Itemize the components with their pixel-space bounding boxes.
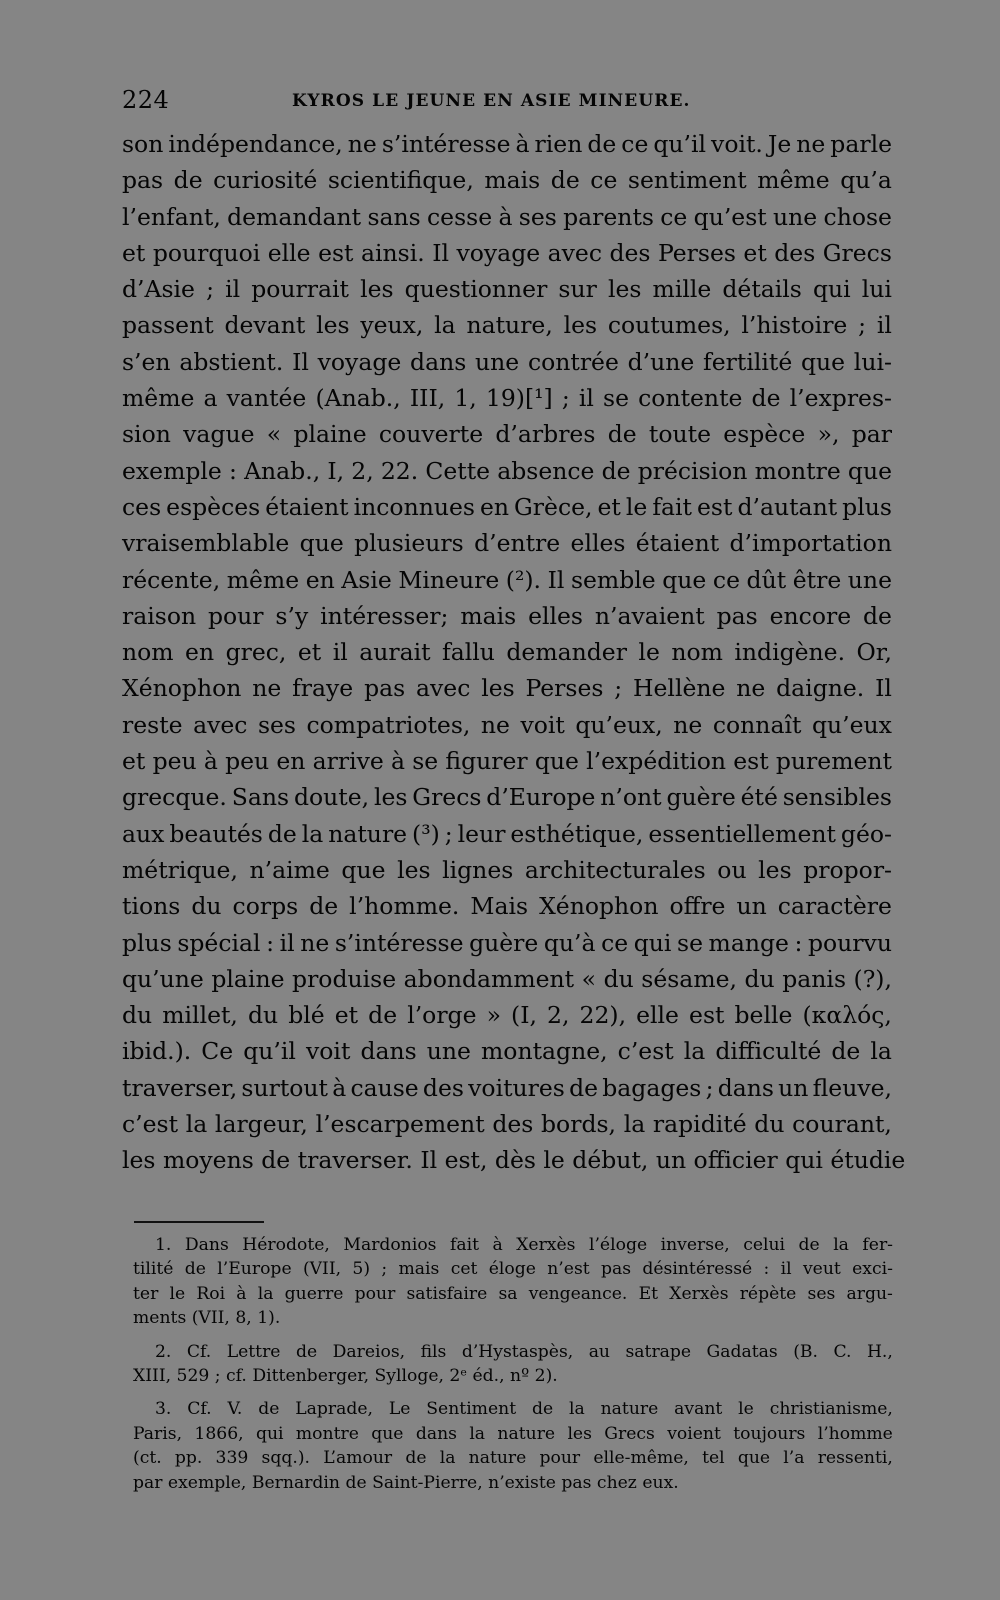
body-line: traverser, surtout à cause des voitures de bagages ; dans un fleuve, xyxy=(122,1073,892,1102)
footnote-line: 3. Cf. V. de Laprade, Le Sentiment de la nature avant le christianisme, xyxy=(155,1399,893,1420)
footnote-line: 1. Dans Hérodote, Mardonios fait à Xerxès l’éloge inverse, celui de la fer- xyxy=(155,1235,893,1255)
page-number: 224 xyxy=(122,86,170,114)
page-header xyxy=(122,86,882,120)
body-line: grecque. Sans doute, les Grecs d’Europe n’ont guère été sensibles xyxy=(122,783,892,812)
body-line: et peu à peu en arrive à se figurer que l’expédition est purement xyxy=(122,747,892,776)
body-line: exemple : Anab., I, 2, 22. Cette absence de précision montre que xyxy=(122,456,892,485)
body-line: c’est la largeur, l’escarpement des bords, la rapidité du courant, xyxy=(122,1110,892,1139)
footnote-line: ments (VII, 8, 1). xyxy=(133,1308,281,1329)
footnotes xyxy=(133,1233,893,1504)
body-line: passent devant les yeux, la nature, les coutumes, l’histoire ; il xyxy=(122,311,892,340)
body-line: vraisemblable que plusieurs d’entre elles étaient d’importation xyxy=(122,529,892,558)
body-line: récente, même en Asie Mineure (²). Il semble que ce dût être une xyxy=(122,565,892,594)
body-line: Xénophon ne fraye pas avec les Perses ; Hellène ne daigne. Il xyxy=(122,674,892,703)
body-line: plus spécial : il ne s’intéresse guère qu’à ce qui se mange : pourvu xyxy=(122,928,892,957)
body-line: aux beautés de la nature (³) ; leur esthétique, essentiellement géo- xyxy=(122,819,892,848)
body-line: et pourquoi elle est ainsi. Il voyage avec des Perses et des Grecs xyxy=(122,238,892,267)
footnote-line: Paris, 1866, qui montre que dans la nature les Grecs voient toujours l’homme xyxy=(133,1423,893,1444)
footnote-line: tilité de l’Europe (VII, 5) ; mais cet éloge n’est pas désintéressé : il veut exci- xyxy=(133,1259,893,1280)
body-line: raison pour s’y intéresser; mais elles n’avaient pas encore de xyxy=(122,601,892,630)
footnote xyxy=(133,1340,893,1389)
footnote-line: par exemple, Bernardin de Saint-Pierre, n’existe pas chez eux. xyxy=(133,1472,679,1493)
body-line: même a vantée (Anab., III, 1, 19)[¹] ; il se contente de l’expres- xyxy=(122,384,892,413)
footnote-line: 2. Cf. Lettre de Dareios, fils d’Hystaspès, au satrape Gadatas (B. C. H., xyxy=(155,1341,893,1362)
footnote-line: ter le Roi à la guerre pour satisfaire sa vengeance. Et Xerxès répète ses argu- xyxy=(133,1283,893,1304)
body-line: s’en abstient. Il voyage dans une contrée d’une fertilité que lui- xyxy=(122,347,892,376)
body-line: ces espèces étaient inconnues en Grèce, et le fait est d’autant plus xyxy=(122,492,892,521)
footnote xyxy=(133,1233,893,1331)
body-line: du millet, du blé et de l’orge » (I, 2, 22), elle est belle (καλός, xyxy=(122,1001,892,1030)
footnote-separator xyxy=(134,1221,264,1223)
body-line: reste avec ses compatriotes, ne voit qu’eux, ne connaît qu’eux xyxy=(122,710,892,739)
body-line: l’enfant, demandant sans cesse à ses parents ce qu’est une chose xyxy=(122,202,892,231)
body-line: les moyens de traverser. Il est, dès le début, un officier qui étudie xyxy=(122,1146,906,1175)
body-line: son indépendance, ne s’intéresse à rien de ce qu’il voit. Je ne parle xyxy=(122,130,892,158)
footnote-line: (ct. pp. 339 sqq.). L’amour de la nature pour elle-même, tel que l’a ressenti, xyxy=(133,1448,893,1469)
footnote-line: XIII, 529 ; cf. Dittenberger, Sylloge, 2ᵉ éd., nº 2). xyxy=(133,1365,558,1386)
body-line: tions du corps de l’homme. Mais Xénophon offre un caractère xyxy=(122,892,892,921)
body-line: pas de curiosité scientifique, mais de ce sentiment même qu’a xyxy=(122,166,892,195)
running-title: KYROS LE JEUNE EN ASIE MINEURE. xyxy=(292,91,691,111)
body-line: nom en grec, et il aurait fallu demander le nom indigène. Or, xyxy=(122,638,892,667)
body-text xyxy=(122,126,906,1179)
body-line: qu’une plaine produise abondamment « du sésame, du panis (?), xyxy=(122,964,892,993)
body-line: ibid.). Ce qu’il voit dans une montagne, c’est la difficulté de la xyxy=(122,1037,892,1066)
body-line: métrique, n’aime que les lignes architecturales ou les propor- xyxy=(122,855,892,884)
body-line: d’Asie ; il pourrait les questionner sur les mille détails qui lui xyxy=(122,275,892,304)
footnote xyxy=(133,1397,893,1495)
body-line: sion vague « plaine couverte d’arbres de toute espèce », par xyxy=(122,420,892,449)
